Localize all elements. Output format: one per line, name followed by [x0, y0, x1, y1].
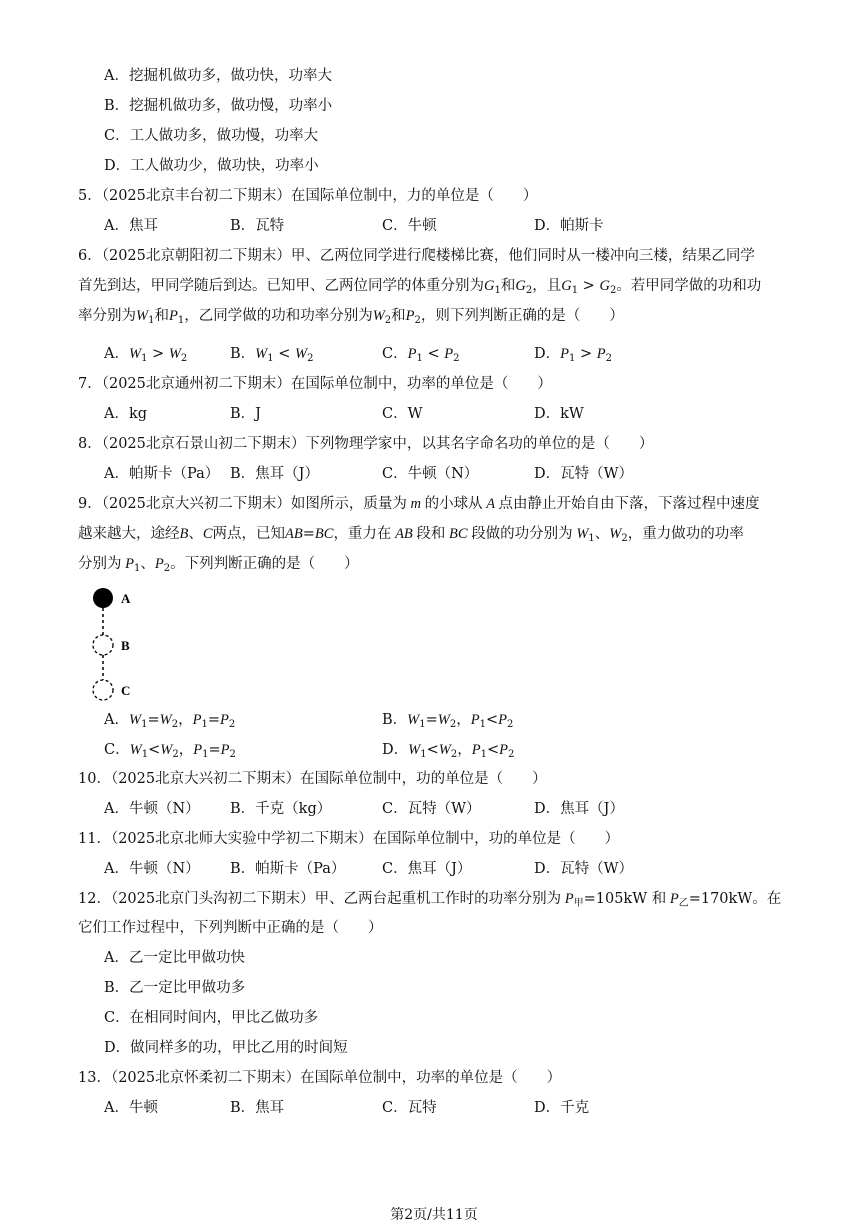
q4-option-a: A．挖掘机做功多，做功快，功率大	[104, 68, 332, 84]
q11-option-a: A．牛顿（N）	[104, 861, 200, 877]
q9-stem-line2: 越来越大，途经B、C两点，已知AB=BC，重力在 AB 段和 BC 段做的功分别为 $W_1$、$W_2$，重力做功的功率	[78, 526, 744, 544]
q8-option-d: D．瓦特（W）	[534, 466, 634, 482]
q13-option-c: C．瓦特	[382, 1100, 437, 1116]
q8-stem: 8．（2025北京石景山初二下期末）下列物理学家中，以其名字命名功的单位的是（ ）	[78, 436, 654, 452]
q7-option-c: C．W	[382, 406, 423, 422]
q4-option-d: D．工人做功少，做功快，功率小	[104, 158, 319, 174]
q9-stem-line1: 9．（2025北京大兴初二下期末）如图所示，质量为 m 的小球从 A 点由静止开始自由下落，下落过程中速度	[78, 496, 760, 512]
q11-option-c: C．焦耳（J）	[382, 861, 472, 877]
q5-option-b: B．瓦特	[230, 218, 285, 234]
page-footer: 第2页/共11页	[390, 1207, 478, 1223]
label-c: C	[121, 683, 131, 698]
q9-stem-line3: 分别为 $P_1$、$P_2$。下列判断正确的是（ ）	[78, 556, 359, 574]
q7-option-b: B．J	[230, 406, 261, 422]
q10-option-c: C．瓦特（W）	[382, 801, 481, 817]
q10-option-d: D．焦耳（J）	[534, 801, 624, 817]
q10-option-b: B．千克（kg）	[230, 801, 332, 817]
q6-option-a: A．$W_1 > W_2$	[104, 346, 188, 364]
q10-stem: 10．（2025北京大兴初二下期末）在国际单位制中，功的单位是（ ）	[78, 771, 547, 787]
q6-stem-line3: 率分别为$W_1$和$P_1$，乙同学做的功和功率分别为$W_2$和$P_2$，则下列判断正确的是（ ）	[78, 308, 624, 326]
label-b: B	[121, 638, 130, 653]
q10-option-a: A．牛顿（N）	[104, 801, 200, 817]
q4-option-c: C．工人做功多，做功慢，功率大	[104, 128, 319, 144]
falling-ball-figure	[88, 585, 148, 705]
q13-stem: 13．（2025北京怀柔初二下期末）在国际单位制中，功率的单位是（ ）	[78, 1070, 562, 1086]
q8-option-a: A．帕斯卡（Pa）	[104, 466, 220, 482]
q11-option-d: D．瓦特（W）	[534, 861, 634, 877]
q9-option-a: A．$W_1=W_2$，$P_1=P_2$	[104, 712, 236, 730]
q8-option-c: C．牛顿（N）	[382, 466, 479, 482]
q4-option-b: B．挖掘机做功多，做功慢，功率小	[104, 98, 333, 114]
ball-a	[93, 588, 113, 608]
q11-stem: 11．（2025北京北师大实验中学初二下期末）在国际单位制中，功的单位是（ ）	[78, 831, 620, 847]
q6-option-c: C．$P_1 < P_2$	[382, 346, 460, 364]
label-a: A	[121, 591, 131, 606]
q5-option-a: A．焦耳	[104, 218, 158, 234]
q9-option-b: B．$W_1=W_2$，$P_1<P_2$	[382, 712, 514, 730]
q5-option-d: D．帕斯卡	[534, 218, 604, 234]
q7-option-d: D．kW	[534, 406, 584, 422]
q12-stem-line1: 12．（2025北京门头沟初二下期末）甲、乙两台起重机工作时的功率分别为 $P_甲=105kW$ 和 $P_乙=170kW$。在	[78, 891, 782, 909]
q5-stem: 5．（2025北京丰台初二下期末）在国际单位制中，力的单位是（ ）	[78, 188, 538, 204]
q9-option-d: D．$W_1<W_2$，$P_1<P_2$	[382, 742, 515, 760]
ball-c	[93, 680, 113, 700]
q13-option-a: A．牛顿	[104, 1100, 158, 1116]
ball-b	[93, 635, 113, 655]
q11-option-b: B．帕斯卡（Pa）	[230, 861, 346, 877]
q12-option-c: C．在相同时间内，甲比乙做功多	[104, 1010, 319, 1026]
q13-option-d: D．千克	[534, 1100, 590, 1116]
q13-option-b: B．焦耳	[230, 1100, 285, 1116]
q6-stem-line1: 6．（2025北京朝阳初二下期末）甲、乙两位同学进行爬楼梯比赛，他们同时从一楼冲向三楼，结果乙同学	[78, 248, 755, 264]
q7-stem: 7．（2025北京通州初二下期末）在国际单位制中，功率的单位是（ ）	[78, 376, 552, 392]
q6-option-b: B．$W_1 < W_2$	[230, 346, 314, 364]
q6-stem-line2: 首先到达，甲同学随后到达。已知甲、乙两位同学的体重分别为$G_1$和$G_2$，且$G_1 > G_2$。若甲同学做的功和功	[78, 278, 762, 296]
q9-option-c: C．$W_1<W_2$，$P_1=P_2$	[104, 742, 236, 760]
q12-stem-line2: 它们工作过程中，下列判断中正确的是（ ）	[78, 920, 383, 936]
q12-option-b: B．乙一定比甲做功多	[104, 980, 246, 996]
q8-option-b: B．焦耳（J）	[230, 466, 319, 482]
q6-option-d: D．$P_1 > P_2$	[534, 346, 612, 364]
q5-option-c: C．牛顿	[382, 218, 437, 234]
q12-option-d: D．做同样多的功，甲比乙用的时间短	[104, 1040, 348, 1056]
q12-option-a: A．乙一定比甲做功快	[104, 950, 245, 966]
q7-option-a: A．kg	[104, 406, 148, 422]
